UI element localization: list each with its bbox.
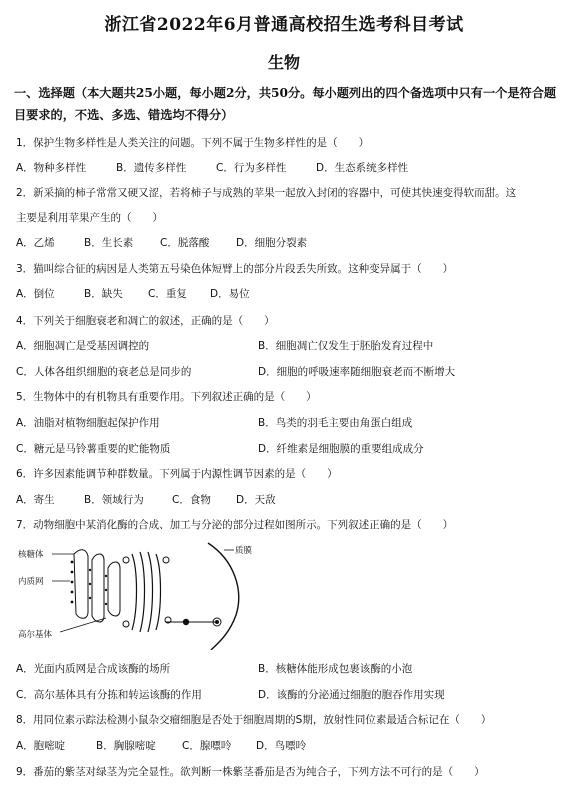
label-ribosome: 核糖体 [18, 550, 44, 560]
question-6-option-d: D．天敌 [236, 494, 276, 506]
question-5-option-c: C．糖元是马铃薯重要的贮能物质 [16, 443, 171, 455]
question-3-option-d: D．易位 [210, 288, 250, 300]
question-5-option-b: B．鸟类的羽毛主要由角蛋白组成 [258, 417, 413, 429]
question-3-option-c: C．重复 [148, 288, 187, 300]
question-2-option-b: B．生长素 [84, 237, 134, 249]
question-2-stem-line-1: 2．新采摘的柿子常常又硬又涩，若将柿子与成熟的苹果一起放入封闭的容器中，可使其快速变得软而甜。这 [16, 187, 517, 199]
question-6-stem: 6．许多因素能调节种群数量。下列属于内源性调节因素的是（ ） [16, 468, 338, 480]
question-4-stem: 4．下列关于细胞衰老和凋亡的叙述，正确的是（ ） [16, 315, 275, 327]
question-1-option-c: C．行为多样性 [216, 162, 287, 174]
question-5-stem: 5．生物体中的有机物具有重要作用。下列叙述正确的是（ ） [16, 391, 317, 403]
question-2-option-d: D．细胞分裂素 [236, 237, 308, 249]
question-1-option-b: B．遗传多样性 [116, 162, 187, 174]
question-6-option-b: B．领域行为 [84, 494, 144, 506]
question-8-option-d: D．鸟嘌呤 [256, 740, 307, 752]
label-golgi: 高尔基体 [18, 630, 53, 640]
question-8-option-c: C．腺嘌呤 [182, 740, 232, 752]
secretory-vesicle [183, 619, 189, 625]
question-9-stem: 9．番茄的紫茎对绿茎为完全显性。欲判断一株紫茎番茄是否为纯合子，下列方法不可行的是（ ） [16, 766, 485, 778]
question-4-option-b: B．细胞凋亡仅发生于胚胎发育过程中 [258, 340, 434, 352]
question-1-stem: 1．保护生物多样性是人类关注的问题。下列不属于生物多样性的是（ ） [16, 137, 370, 149]
ribosomes [71, 561, 108, 606]
question-1-option-a: A．物种多样性 [16, 162, 87, 174]
golgi-apparatus [132, 552, 161, 632]
question-4-option-d: D．细胞的呼吸速率随细胞衰老而不断增大 [258, 366, 456, 378]
question-2-option-c: C．脱落酸 [160, 237, 210, 249]
question-3-stem: 3．猫叫综合征的病因是人类第五号染色体短臂上的部分片段丢失所致。这种变异属于（ ） [16, 263, 454, 275]
section-heading: 一、选择题（本大题共25小题，每小题2分，共50分。每小题列出的四个备选项中只有一个是符合题目要求的，不选、多选、错选均不得分） [14, 86, 557, 122]
question-8-stem: 8．用同位素示踪法检测小鼠杂交瘤细胞是否处于细胞周期的S期，放射性同位素最适合标记在（ ） [16, 714, 492, 726]
question-2-option-a: A．乙烯 [16, 237, 55, 249]
exam-title: 浙江省2022年6月普通高校招生选考科目考试 [104, 15, 464, 35]
question-6-option-c: C．食物 [172, 494, 211, 506]
subject-title: 生物 [267, 53, 300, 72]
vesicles [123, 557, 171, 627]
question-8-option-a: A．胞嘧啶 [16, 740, 66, 752]
question-7-option-d: D．该酶的分泌通过细胞的胞吞作用实现 [258, 689, 445, 701]
label-er: 内质网 [18, 577, 44, 587]
question-1-option-d: D．生态系统多样性 [316, 162, 409, 174]
question-7-stem: 7．动物细胞中某消化酶的合成、加工与分泌的部分过程如图所示。下列叙述正确的是（ ） [16, 519, 454, 531]
question-7-option-a: A．光面内质网是合成该酶的场所 [16, 663, 171, 675]
plasma-membrane [208, 543, 239, 650]
question-4-option-a: A．细胞凋亡是受基因调控的 [16, 340, 150, 352]
question-6-option-a: A．寄生 [16, 494, 55, 506]
secretion-pathway-figure [16, 540, 316, 650]
question-7-option-b: B．核糖体能形成包裹该酶的小泡 [258, 663, 413, 675]
question-7-option-c: C．高尔基体具有分拣和转运该酶的作用 [16, 689, 202, 701]
label-membrane: 质膜 [235, 546, 253, 556]
endoplasmic-reticulum [74, 550, 120, 622]
question-2-stem-line-2: 主要是利用苹果产生的（ ） [16, 212, 163, 224]
question-3-option-a: A．倒位 [16, 288, 55, 300]
question-5-option-a: A．油脂对植物细胞起保护作用 [16, 417, 160, 429]
question-4-option-c: C．人体各组织细胞的衰老总是同步的 [16, 366, 192, 378]
question-5-option-d: D．纤维素是细胞膜的重要组成成分 [258, 443, 424, 455]
question-3-option-b: B．缺失 [84, 288, 123, 300]
question-8-option-b: B．胸腺嘧啶 [96, 740, 156, 752]
